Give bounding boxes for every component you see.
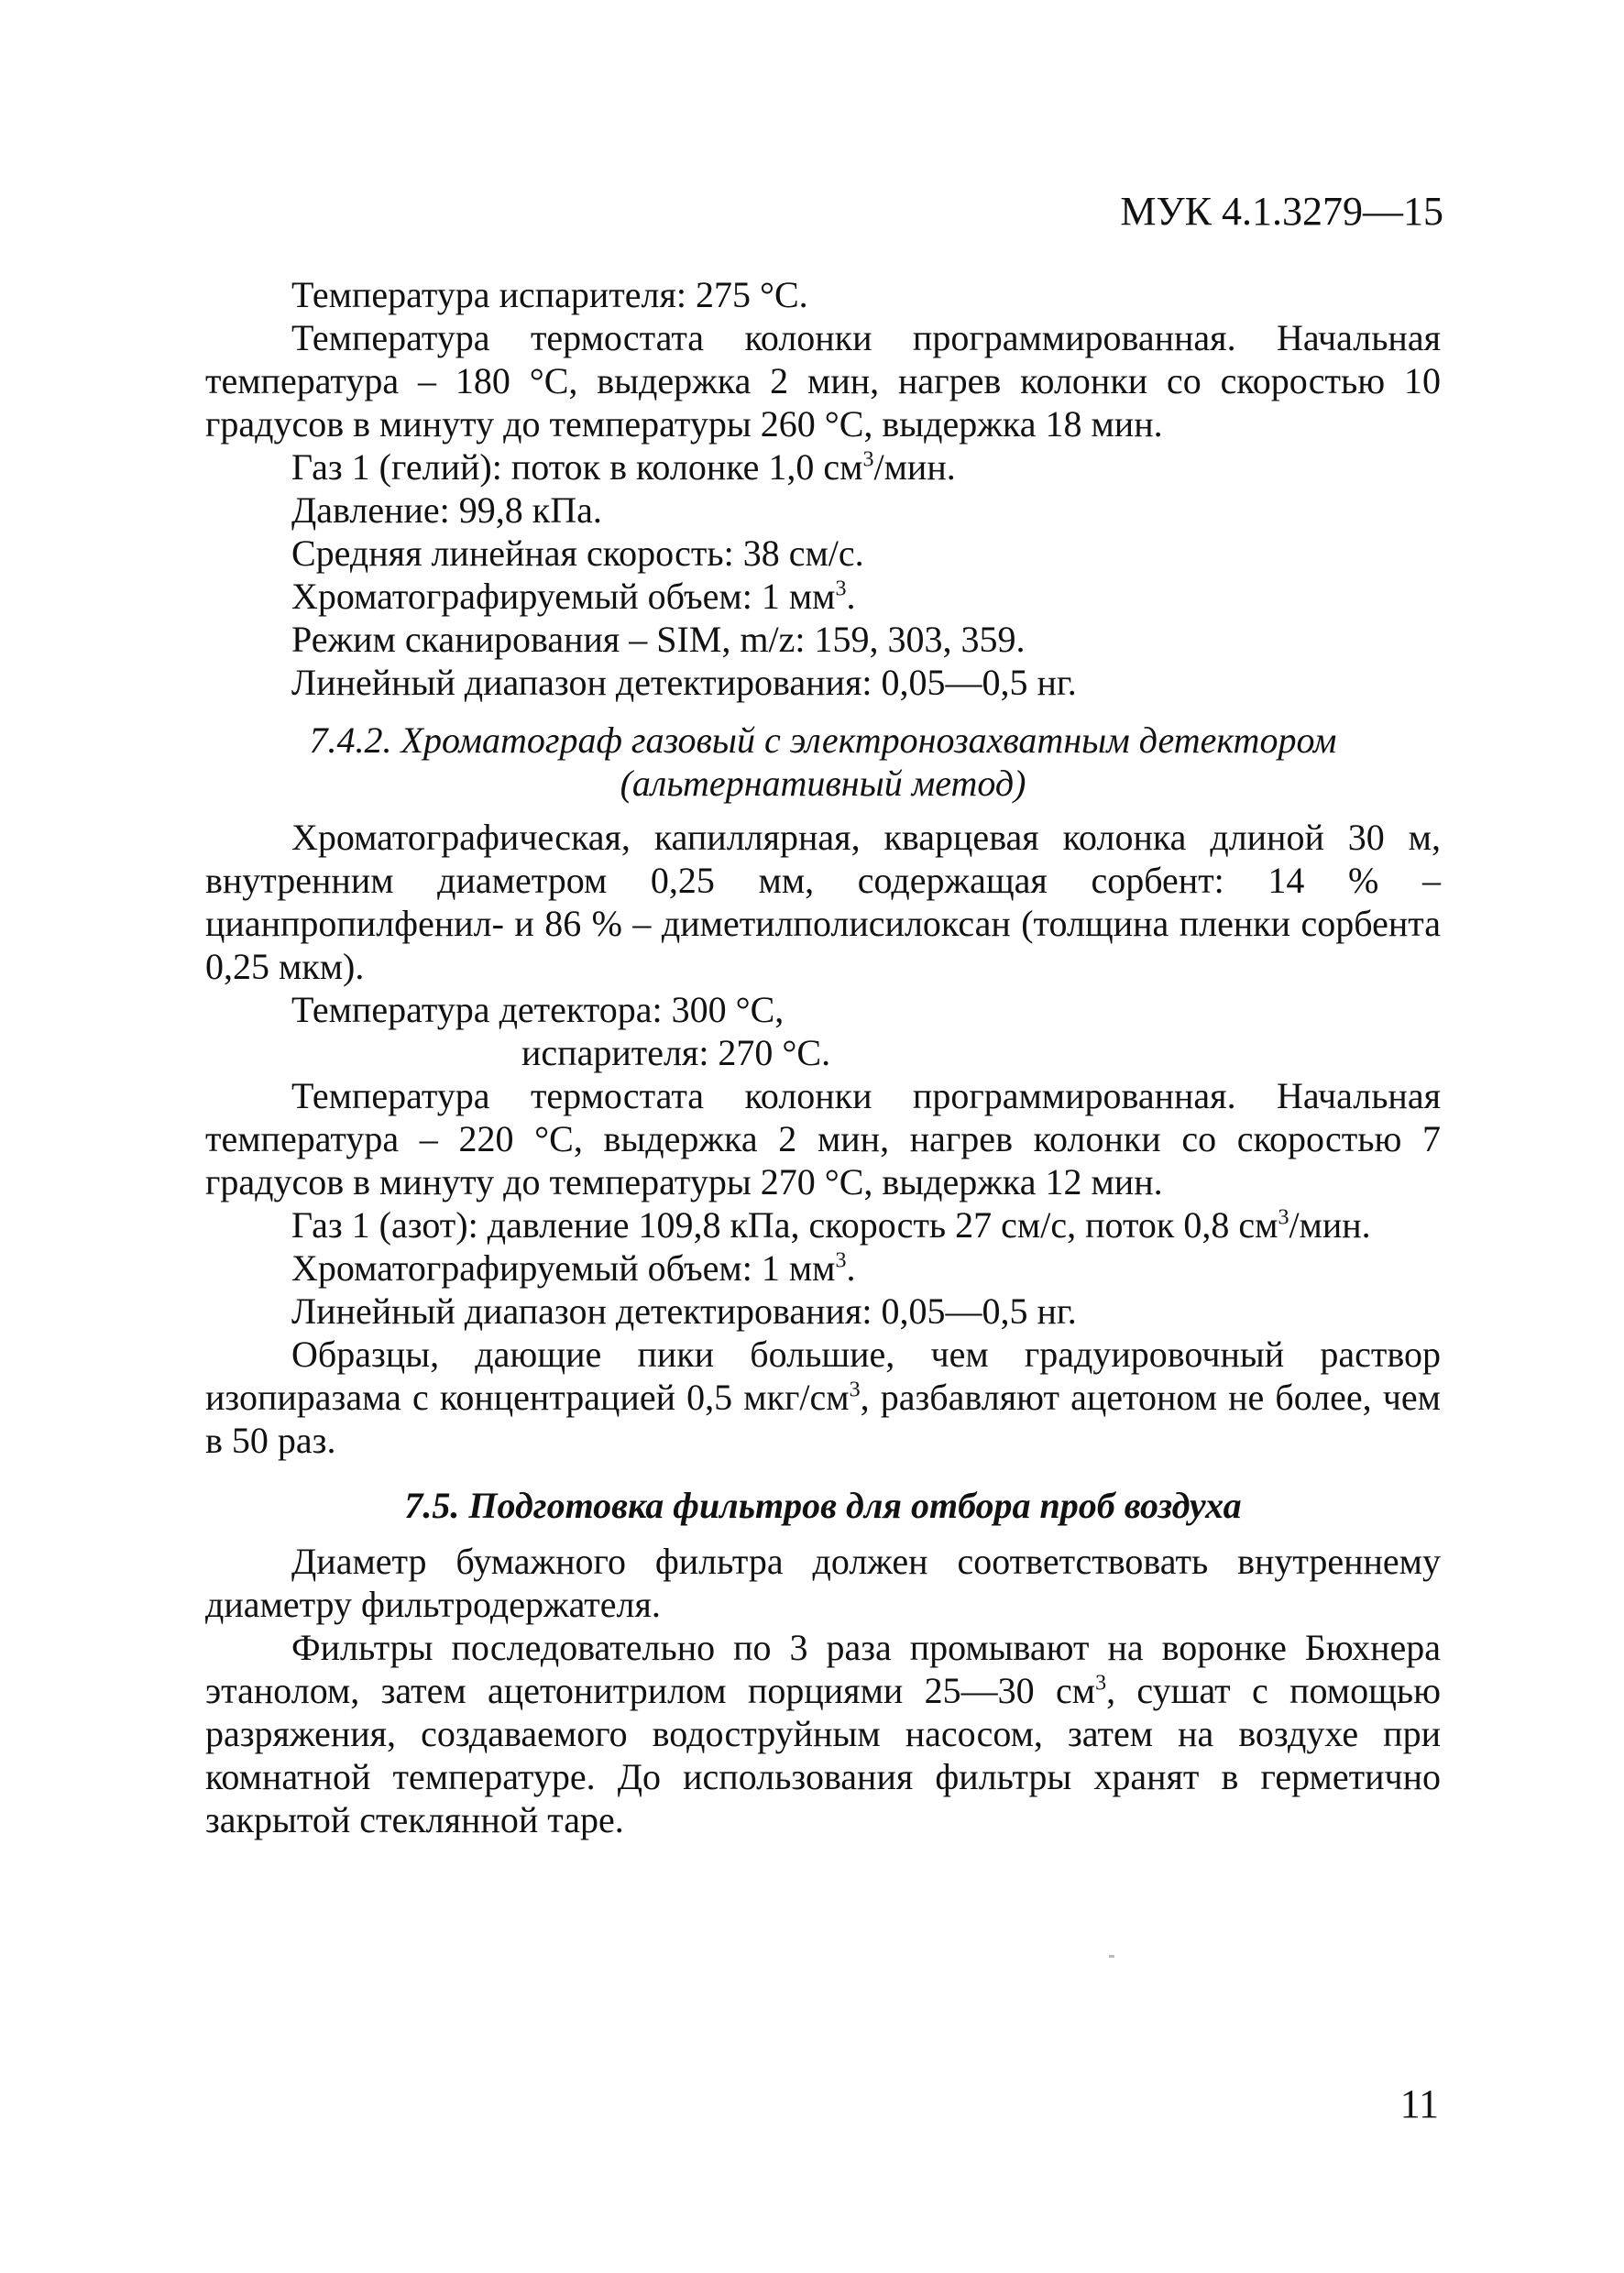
nitrogen-gas-line: Газ 1 (азот): давление 109,8 кПа, скорость 27 см/с, поток 0,8 $см^3$/мин.: [291, 1204, 1371, 1246]
scan-mode-line: Режим сканирования – SIM, m/z: 159, 303, 359.: [291, 619, 1026, 660]
evaporator-temperature-line-2: испарителя: 270 °С.: [521, 1032, 831, 1073]
document-code: МУК 4.1.3279—15: [1120, 189, 1443, 234]
page-body: [205, 273, 1441, 1841]
injection-volume-line: Хроматографируемый объем: 1 $мм^3$.: [291, 576, 856, 617]
section-75-title: 7.5. Подготовка фильтров для отбора проб воздуха: [404, 1485, 1242, 1526]
thermostat-program-paragraph: Температура термостата колонки программированная. Начальная температура – 180 °С, выдержка 2 мин, нагрев колонки со скоростью 10 градусов в минуту до температуры 260 °С, выдержка 18 мин.: [205, 317, 1441, 445]
linear-range-line-2: Линейный диапазон детектирования: 0,05—0,5 нг.: [291, 1290, 1077, 1332]
evaporator-temperature-line: Температура испарителя: 275 °С.: [291, 274, 808, 315]
pressure-line: Давление: 99,8 кПа.: [291, 489, 602, 531]
section-742-title: 7.4.2. Хроматограф газовый с электронозахватным детектором: [309, 719, 1337, 761]
thermostat-program-paragraph-2: Температура термостата колонки программированная. Начальная температура – 220 °С, выдержка 2 мин, нагрев колонки со скоростью 7 градусов в минуту до температуры 270 °С, выдержка 12 мин.: [205, 1075, 1441, 1202]
linear-speed-line: Средняя линейная скорость: 38 см/с.: [291, 533, 864, 574]
gas-flow-line: Газ 1 (гелий): поток в колонке 1,0 $см^3$/мин.: [291, 446, 956, 488]
linear-range-line: Линейный диапазон детектирования: 0,05—0,5 нг.: [291, 662, 1077, 703]
section-742-heading: [205, 719, 1441, 805]
detector-temperature-line: Температура детектора: 300 °С,: [291, 989, 785, 1030]
injection-volume-line-2: Хроматографируемый объем: 1 $мм^3$.: [291, 1247, 856, 1289]
page-number: 11: [1399, 2081, 1439, 2126]
scan-speck: [1109, 1955, 1114, 1958]
section-742-subtitle: (альтернативный метод): [620, 763, 1026, 804]
column-description-paragraph: Хроматографическая, капиллярная, кварцевая колонка длиной 30 м, внутренним диаметром 0,25 мм, содержащая сорбент: 14 % – цианпропилфенил- и 86 % – диметилполисилоксан (толщина пленки сорбента 0,25 мкм).: [205, 817, 1441, 987]
filter-washing-paragraph: Фильтры последовательно по 3 раза промывают на воронке Бюхнера этанолом, затем ацетонитрилом порциями 25—30 $см^3$, сушат с помощью разряжения, создаваемого водоструйным насосом, затем на воздухе при комнатной температуре. До использования фильтры хранят в герметично закрытой стеклянной таре.: [205, 1627, 1441, 1840]
dilution-paragraph: Образцы, дающие пики большие, чем градуировочный раствор изопиразама с концентрацией 0,5 мкг/$см^3$, разбавляют ацетоном не более, чем в 50 раз.: [205, 1334, 1441, 1461]
filter-diameter-paragraph: Диаметр бумажного фильтра должен соответствовать внутреннему диаметру фильтродержателя.: [205, 1541, 1441, 1625]
